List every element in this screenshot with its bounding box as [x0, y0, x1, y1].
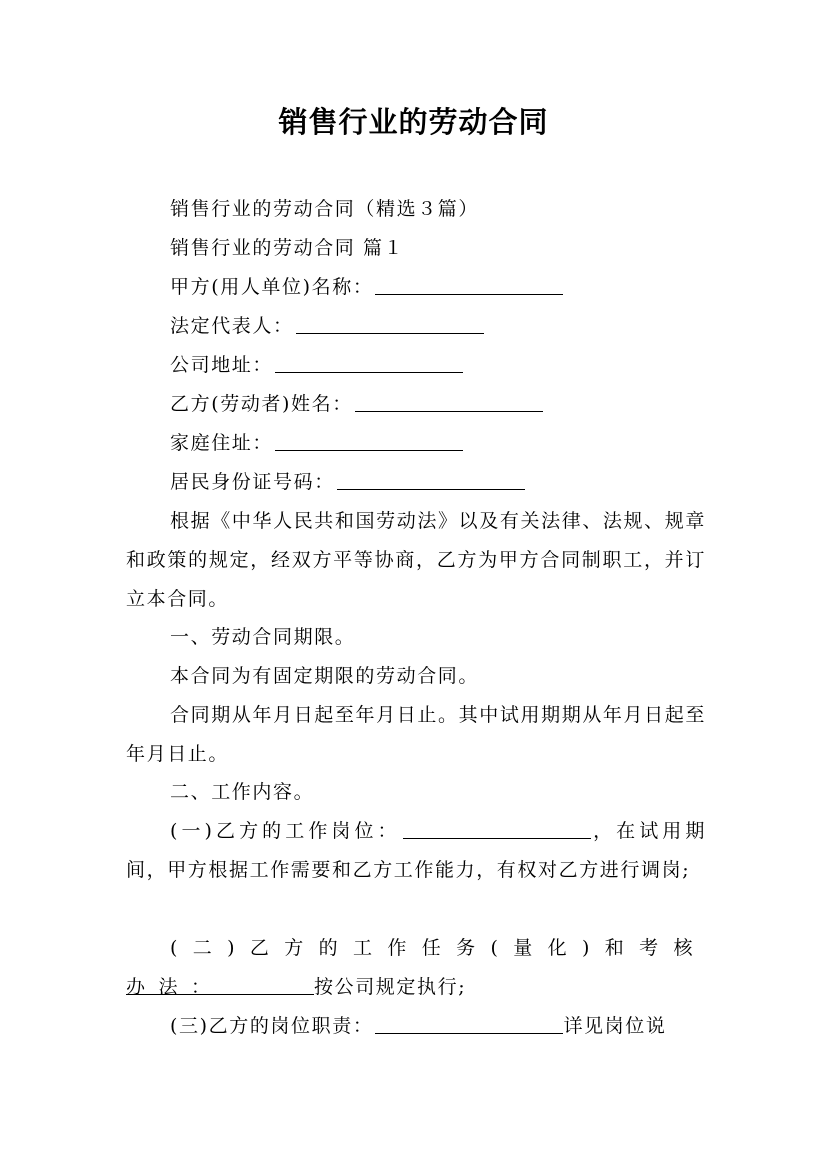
fill-blank — [375, 272, 563, 295]
fill-blank — [355, 389, 543, 412]
job-position-label: (一)乙方的工作岗位： — [170, 820, 401, 842]
document-title: 销售行业的劳动合同 — [278, 105, 549, 139]
job-duties-paragraph — [126, 1007, 706, 1046]
party-a-name-label: 甲方(用人单位)名称： — [170, 276, 374, 298]
party-b-name-line — [126, 385, 706, 424]
job-tasks-label: (二)乙方的工作任务(量化)和考核办法： — [126, 937, 706, 998]
clause-1-text: 本合同为有固定期限的劳动合同。 — [170, 665, 480, 687]
job-duties-text: 详见岗位说 — [563, 1015, 667, 1037]
fill-blank — [296, 311, 484, 334]
fill-blank — [403, 816, 591, 839]
company-address-label: 公司地址： — [170, 354, 274, 376]
job-tasks-continuation — [126, 968, 706, 1007]
legal-rep-label: 法定代表人： — [170, 315, 294, 337]
id-number-line — [126, 463, 706, 502]
fill-blank — [275, 428, 463, 451]
clause-2-heading: 二、工作内容。 — [170, 781, 315, 803]
home-address-line — [126, 424, 706, 463]
legal-rep-line — [126, 307, 706, 346]
fill-blank — [337, 467, 525, 490]
fill-blank — [275, 350, 463, 373]
fill-blank — [375, 1011, 563, 1034]
job-tasks-text: 按公司规定执行; — [314, 976, 467, 998]
home-address-label: 家庭住址： — [170, 432, 274, 454]
section-heading: 销售行业的劳动合同 篇１ — [170, 237, 405, 259]
preamble-paragraph: 根据《中华人民共和国劳动法》以及有关法律、法规、规章和政策的规定，经双方平等协商，乙方为甲方合同制职工，并订立本合同。 — [126, 510, 706, 610]
job-position-paragraph — [126, 812, 706, 890]
clause-1-heading: 一、劳动合同期限。 — [170, 626, 356, 648]
job-duties-label: (三)乙方的岗位职责： — [170, 1015, 374, 1037]
fill-blank — [126, 972, 314, 995]
subtitle-line: 销售行业的劳动合同（精选３篇） — [170, 198, 480, 220]
company-address-line — [126, 346, 706, 385]
job-position-text: ，在试用期间，甲方根据工作需要和乙方工作能力，有权对乙方进行调岗; — [126, 820, 706, 881]
party-b-name-label: 乙方(劳动者)姓名： — [170, 393, 353, 415]
id-number-label: 居民身份证号码： — [170, 471, 335, 493]
party-a-name-line — [126, 268, 706, 307]
contract-period-paragraph: 合同期从年月日起至年月日止。其中试用期期从年月日起至年月日止。 — [126, 704, 706, 765]
